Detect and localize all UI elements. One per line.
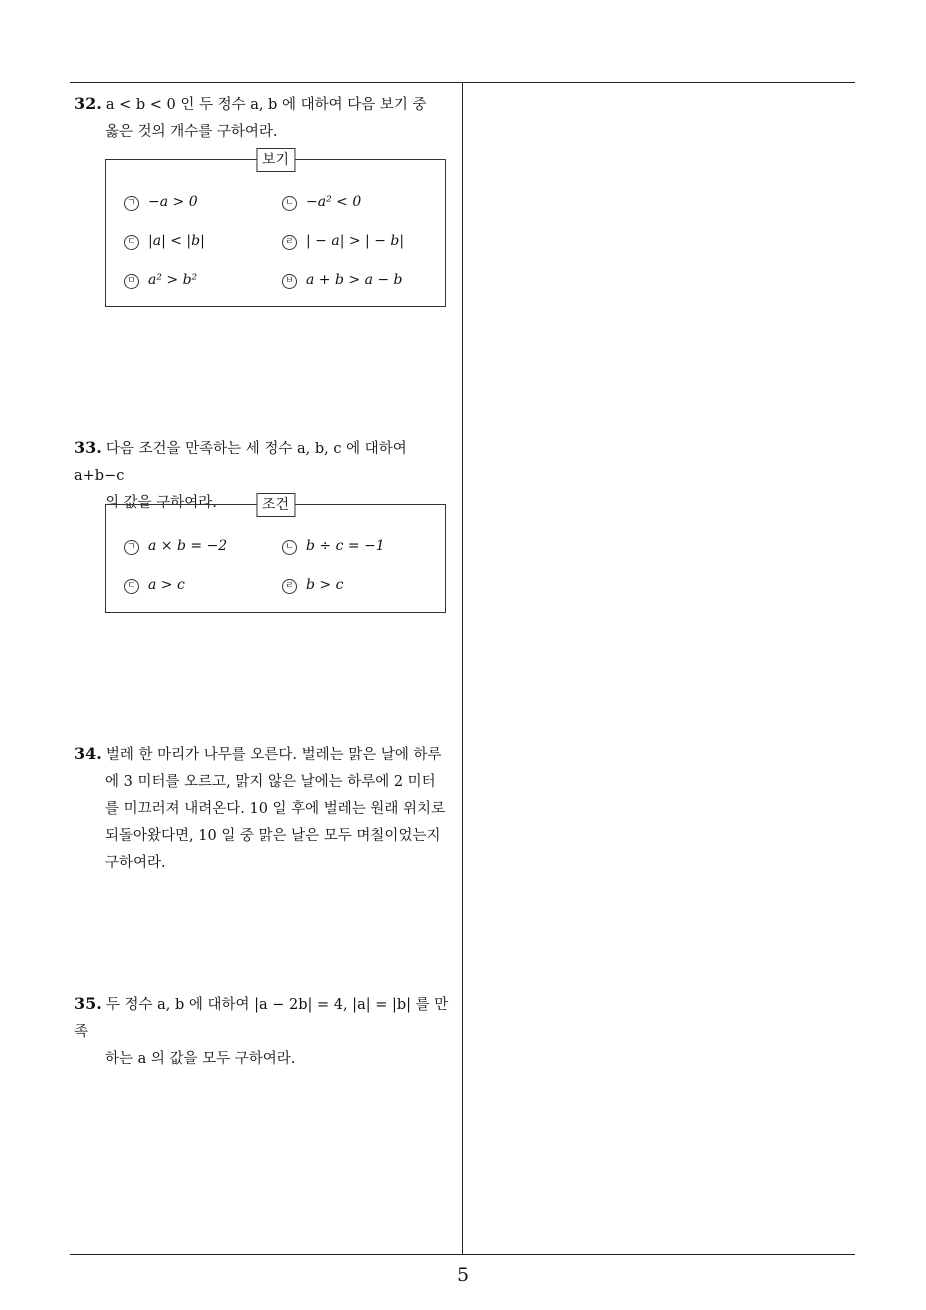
choice-marker: ㄱ — [124, 196, 139, 211]
choice-marker: ㄷ — [124, 235, 139, 250]
choice-expression: a + b > a − b — [306, 272, 403, 288]
problem-number: 35. — [74, 994, 102, 1013]
choice-expression: | − a| > | − b| — [306, 233, 405, 249]
choice-expression: a² > b² — [148, 272, 198, 288]
problem-32 — [74, 90, 456, 146]
condition-item — [282, 538, 385, 555]
condition-marker: ㄱ — [124, 540, 139, 555]
problem-34 — [74, 740, 456, 877]
box-title: 보기 — [256, 148, 295, 172]
choice-marker: ㅂ — [282, 274, 297, 289]
choice-expression: −a > 0 — [148, 194, 198, 210]
problem-text: 구하여라. — [105, 855, 166, 871]
problem-text: 를 미끄러져 내려온다. 10 일 후에 벌레는 원래 위치로 — [105, 801, 446, 817]
problem-number: 34. — [74, 744, 102, 763]
condition-marker: ㄷ — [124, 579, 139, 594]
problem-number: 32. — [74, 94, 102, 113]
condition-item — [124, 577, 185, 594]
problem-text: 두 정수 a, b 에 대하여 |a − 2b| = 4, |a| = |b| 를 만족 — [74, 997, 449, 1040]
choice-item — [124, 233, 205, 250]
choice-marker: ㄹ — [282, 235, 297, 250]
column-divider — [462, 82, 463, 1254]
choice-expression: |a| < |b| — [148, 233, 205, 249]
problem-text: 옳은 것의 개수를 구하여라. — [105, 124, 278, 140]
choice-expression: −a² < 0 — [306, 194, 362, 210]
choices-box — [105, 152, 446, 307]
bottom-rule — [70, 1254, 855, 1255]
choice-marker: ㅁ — [124, 274, 139, 289]
choice-item — [124, 194, 198, 211]
problem-text: 다음 조건을 만족하는 세 정수 a, b, c 에 대하여 a+b−c — [74, 441, 407, 484]
condition-expression: b ÷ c = −1 — [306, 538, 385, 554]
condition-expression: a × b = −2 — [148, 538, 228, 554]
choice-item — [282, 272, 403, 289]
condition-marker: ㄴ — [282, 540, 297, 555]
page-number: 5 — [456, 1264, 470, 1286]
problem-text: 되돌아왔다면, 10 일 중 맑은 날은 모두 며칠이었는지 — [105, 828, 441, 844]
choice-item — [282, 233, 404, 250]
condition-marker: ㄹ — [282, 579, 297, 594]
box-title: 조건 — [256, 493, 295, 517]
choice-marker: ㄴ — [282, 196, 297, 211]
problem-text: 의 값을 구하여라. — [105, 495, 217, 511]
problem-35 — [74, 990, 456, 1073]
problem-text: 벌레 한 마리가 나무를 오른다. 벌레는 맑은 날에 하루 — [105, 747, 442, 763]
problem-number: 33. — [74, 438, 102, 457]
condition-expression: a > c — [148, 577, 185, 593]
condition-item — [124, 538, 227, 555]
problem-text: a < b < 0 인 두 정수 a, b 에 대하여 다음 보기 중 — [105, 97, 427, 113]
choice-item — [124, 272, 197, 289]
condition-expression: b > c — [306, 577, 344, 593]
condition-item — [282, 577, 343, 594]
choice-item — [282, 194, 361, 211]
problem-text: 하는 a 의 값을 모두 구하여라. — [105, 1051, 296, 1067]
problem-text: 에 3 미터를 오르고, 맑지 않은 날에는 하루에 2 미터 — [105, 774, 436, 790]
